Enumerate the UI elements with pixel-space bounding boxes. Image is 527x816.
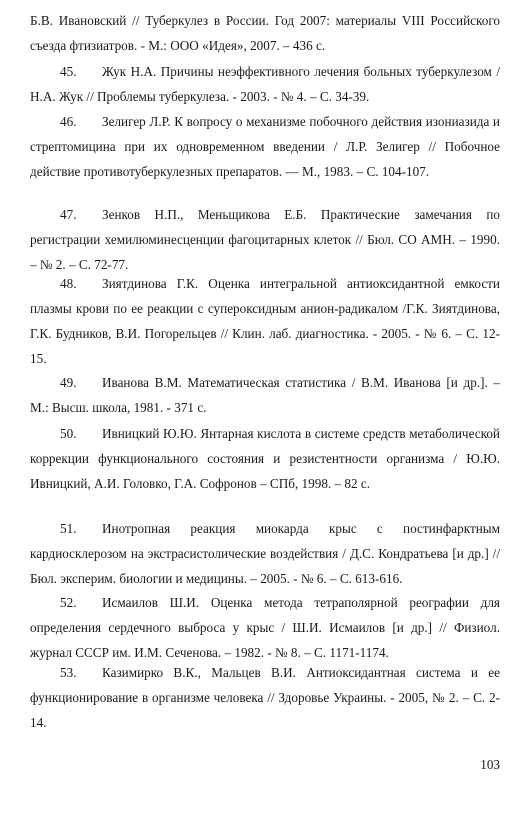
- reference-text: Исмаилов Ш.И. Оценка метода тетраполярной реографии для определения сердечного выброса у крыс / Ш.И. Исмаилов [и др.] // Физиол. журнал СССР им. И.М. Сеченова. – 1982. - № 8. – С. 1171-1174.: [30, 595, 500, 660]
- reference-item-53: [30, 660, 500, 735]
- reference-item-52: [30, 590, 500, 665]
- reference-continuation: Б.В. Ивановский // Туберкулез в России. Год 2007: материалы VIII Российского съезда фтизиатров. - М.: ООО «Идея», 2007. – 436 с.: [30, 13, 500, 53]
- reference-item-46: [30, 109, 500, 184]
- reference-text: Зиятдинова Г.К. Оценка интегральной антиоксидантной емкости плазмы крови по ее реакции с супероксидным анион-радикалом /Г.К. Зиятдинова, Г.К. Будников, В.И. Погорельцев // Клин. лаб. диагностика. - 2005. - № 6. – С. 12-15.: [30, 276, 500, 366]
- reference-text: Инотропная реакция миокарда крыс с постинфарктным кардиосклерозом на экстрасистолические воздействия / Д.С. Кондратьева [и др.] // Бюл. эксперим. биологии и медицины. – 2005. - № 6. – С. 613-616.: [30, 521, 500, 586]
- reference-item-51: [30, 516, 500, 591]
- reference-number: 52.: [60, 595, 77, 610]
- reference-item-45: [30, 59, 500, 109]
- reference-number: 47.: [60, 207, 77, 222]
- reference-text: Ивницкий Ю.Ю. Янтарная кислота в системе средств метаболической коррекции функционального состояния и резистентности организма / Ю.Ю. Ивницкий, А.И. Головко, Г.А. Софронов – СПб, 1998. – 82 с.: [30, 426, 500, 491]
- reference-item-49: [30, 370, 500, 420]
- reference-item-50: [30, 421, 500, 496]
- reference-text: Зенков Н.П., Меньщикова Е.Б. Практические замечания по регистрации хемилюминесценции фагоцитарных клеток // Бюл. СО АМН. – 1990. – № 2. – С. 72-77.: [30, 207, 500, 272]
- page-number: 103: [480, 757, 500, 772]
- reference-item-47: [30, 202, 500, 277]
- reference-number: 46.: [60, 114, 77, 129]
- reference-number: 50.: [60, 426, 77, 441]
- reference-number: 51.: [60, 521, 77, 536]
- reference-number: 45.: [60, 64, 77, 79]
- reference-number: 49.: [60, 375, 77, 390]
- reference-text: Иванова В.М. Математическая статистика / В.М. Иванова [и др.]. – М.: Высш. школа, 1981. - 371 с.: [30, 375, 500, 415]
- reference-text: Зелигер Л.Р. К вопросу о механизме побочного действия изониазида и стрептомицина при их одновременном введении / Л.Р. Зелигер // Побочное действие противотуберкулезных препаратов. — М., 1983. – С. 104-107.: [30, 114, 500, 179]
- reference-number: 48.: [60, 276, 77, 291]
- reference-number: 53.: [60, 665, 77, 680]
- reference-item-48: [30, 271, 500, 371]
- reference-text: Казимирко В.К., Мальцев В.И. Антиоксидантная система и ее функционирование в организме человека // Здоровье Украины. - 2005, № 2. – С. 2-14.: [30, 665, 500, 730]
- reference-text: Жук Н.А. Причины неэффективного лечения больных туберкулезом / Н.А. Жук // Проблемы туберкулеза. - 2003. - № 4. – С. 34-39.: [30, 64, 500, 104]
